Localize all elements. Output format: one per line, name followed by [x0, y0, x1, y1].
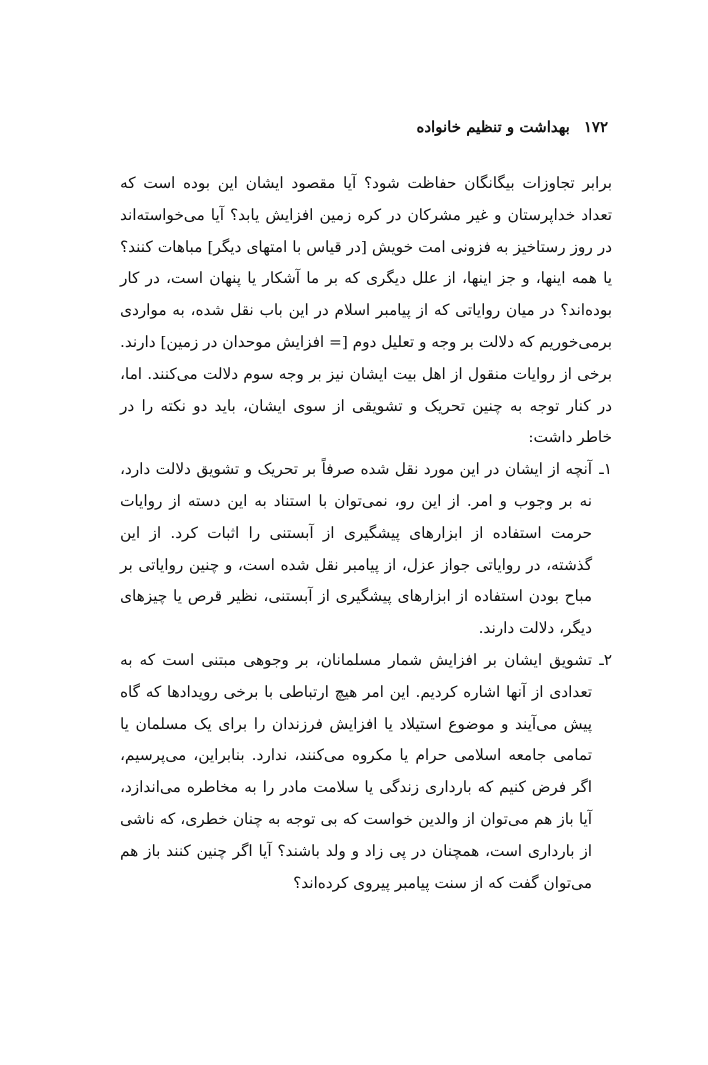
page-number: ۱۷۲	[583, 118, 608, 136]
item-number: ۱ـ	[599, 460, 612, 479]
item-text: آنچه از ایشان در این مورد نقل شده صرفاً بر تحریک و تشویق دلالت دارد، نه بر وجوب و امر. از این رو، نمی‌توان با استناد به این دسته از روایات حرمت استفاده از ابزارهای پیشگیری از آبستنی را اثبات کرد. از این گذشته، در روایاتی جواز عزل، از پیامبر نقل شده است، و چنین روایاتی بر مباح بودن استفاده از ابزارهای پیشگیری از آبستنی، نظیر قرص یا چیزهای دیگر، دلالت دارند.	[120, 460, 592, 638]
numbered-item-2	[120, 645, 612, 899]
body-text	[120, 168, 612, 899]
page-header	[417, 118, 609, 136]
running-title: بهداشت و تنظیم خانواده	[416, 118, 570, 136]
numbered-item-1	[120, 454, 612, 645]
item-number: ۲ـ	[599, 650, 612, 669]
item-text: تشویق ایشان بر افزایش شمار مسلمانان، بر وجوهی مبتنی است که به تعدادی از آنها اشاره کردیم. این امر هیچ ارتباطی با برخی رویدادها که گاه پیش می‌آیند و موضوع استیلاد یا افزایش فرزندان را برای یک مسلمان یا تمامی جامعه اسلامی حرام یا مکروه می‌کنند، ندارد. بنابراین، می‌پرسیم، اگر فرض کنیم که بارداری زندگی یا سلامت مادر را به مخاطره می‌اندازد، آیا باز هم می‌توان از والدین خواست که بی توجه به چنان خطری، که ناشی از بارداری است، همچنان در پی زاد و ولد باشند؟ آیا اگر چنین کنند باز هم می‌توان گفت که از سنت پیامبر پیروی کرده‌اند؟	[120, 650, 593, 892]
intro-paragraph: برابر تجاوزات بیگانگان حفاظت شود؟ آیا مقصود ایشان این بوده است که تعداد خداپرستان و غیر مشرکان در کره زمین افزایش یابد؟ آیا می‌خواسته‌اند در روز رستاخیز به فزونی امت خویش [در قیاس با امتهای دیگر] مباهات کنند؟ یا همه اینها، و جز اینها، از علل دیگری که بر ما آشکار یا پنهان است، در کار بوده‌اند؟ در میان روایاتی که از پیامبر اسلام در این باب نقل شده، به مواردی برمی‌خوریم که دلالت بر وجه و تعلیل دوم [= افزایش موحدان در زمین] دارند. برخی از روایات منقول از اهل بیت ایشان نیز بر وجه سوم دلالت می‌کنند. اما، در کنار توجه به چنین تحریک و تشویقی از سوی ایشان، باید دو نکته را در خاطر داشت:	[120, 174, 612, 447]
